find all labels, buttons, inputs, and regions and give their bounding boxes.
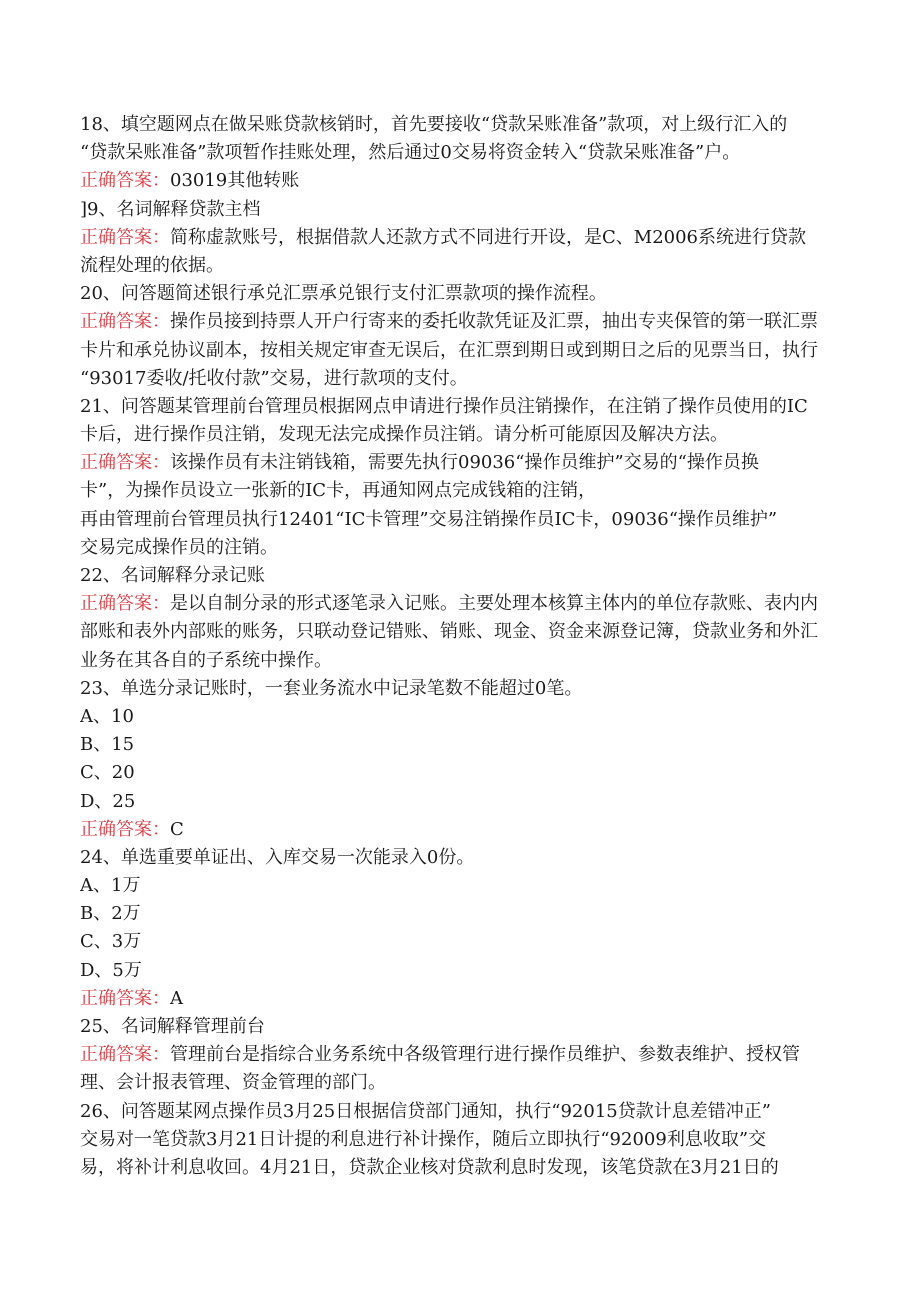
answer-text: 03019其他转账 [170,170,300,192]
text-line: D、5万 [80,959,142,981]
text-line: 24、单选重要单证出、入库交易一次能录入0份。 [80,846,475,868]
answer-label: 正确答案： [80,593,170,615]
answer-label: 正确答案： [80,1044,170,1066]
text-line: D、25 [80,790,136,812]
text-line: 25、名词解释管理前台 [80,1016,265,1037]
text-line: 交易完成操作员的注销。 [80,536,278,558]
answer-label: 正确答案： [80,170,170,192]
answer-text: A [170,987,183,1009]
text-line: 26、问答题某网点操作员3月25日根据信贷部门通知，执行“92015贷款计息差错冲正” [80,1100,771,1122]
text-line: 20、问答题简述银行承兑汇票承兑银行支付汇票款项的操作流程。 [80,283,607,305]
text-line: 卡片和承兑协议副本，按相关规定审查无误后，在汇票到期日或到期日之后的见票当日，执行 [80,339,818,361]
text-line: 再由管理前台管理员执行12401“IC卡管理”交易注销操作员IC卡，09036“操作员维护” [80,508,778,530]
answer-line [80,590,850,618]
answer-line [80,167,850,195]
answer-text: 操作员接到持票人开户行寄来的委托收款凭证及汇票，抽出专夹保管的第一联汇票 [170,311,818,333]
answer-line [80,308,850,336]
text-line: 流程处理的依据。 [80,254,224,276]
answer-text: C [170,818,184,840]
text-line: 易，将补计利息收回。4月21日，贷款企业核对贷款利息时发现，该笔贷款在3月21日的 [80,1156,779,1178]
text-line: 理、会计报表管理、资金管理的部门。 [80,1072,386,1094]
text-line: A、10 [80,705,134,727]
text-line: 卡后，进行操作员注销，发现无法完成操作员注销。请分析可能原因及解决方法。 [80,424,728,446]
text-line: “93017委收/托收付款”交易，进行款项的支付。 [80,367,468,389]
text-line: 部账和表外内部账的账务，只联动登记错账、销账、现金、资金来源登记簿，贷款业务和外汇 [80,621,818,643]
answer-label: 正确答案： [80,452,170,474]
text-line: C、3万 [80,931,142,953]
text-line: 23、单选分录记账时，一套业务流水中记录笔数不能超过0笔。 [80,677,583,699]
text-line: “贷款呆账准备”款项暂作挂账处理，然后通过0交易将资金转入“贷款呆账准备”户。 [80,142,741,164]
answer-label: 正确答案： [80,818,170,840]
text-line: A、1万 [80,875,141,897]
text-line: 21、问答题某管理前台管理员根据网点申请进行操作员注销操作，在注销了操作员使用的IC [80,395,808,417]
text-line: 22、名词解释分录记账 [80,565,265,586]
text-line: 交易对一笔贷款3月21日计提的利息进行补计操作，随后立即执行“92009利息收取”交 [80,1128,767,1150]
text-line: 业务在其各自的子系统中操作。 [80,649,332,671]
answer-line [80,449,850,477]
text-line: C、20 [80,762,135,784]
text-line: 18、填空题网点在做呆账贷款核销时，首先要接收“贷款呆账准备”款项，对上级行汇入的 [80,114,788,135]
answer-line [80,816,850,844]
text-line: B、2万 [80,903,141,925]
text-line: B、15 [80,734,135,756]
answer-line [80,1041,850,1069]
answer-text: 是以自制分录的形式逐笔录入记账。主要处理本核算主体内的单位存款账、表内内 [170,593,818,615]
answer-label: 正确答案： [80,311,170,333]
text-line: 卡”，为操作员设立一张新的IC卡，再通知网点完成钱箱的注销， [80,480,597,502]
answer-text: 管理前台是指综合业务系统中各级管理行进行操作员维护、参数表维护、授权管 [170,1044,800,1066]
answer-label: 正确答案： [80,987,170,1009]
text-line: ]9、名词解释贷款主档 [80,198,261,220]
answer-label: 正确答案： [80,226,170,248]
answer-text: 简称虚款账号，根据借款人还款方式不同进行开设，是C、M2006系统进行贷款 [170,226,807,248]
document-page [80,111,850,1182]
answer-line [80,985,850,1013]
answer-line [80,224,850,252]
answer-text: 该操作员有未注销钱箱，需要先执行09036“操作员维护”交易的“操作员换 [170,452,759,474]
